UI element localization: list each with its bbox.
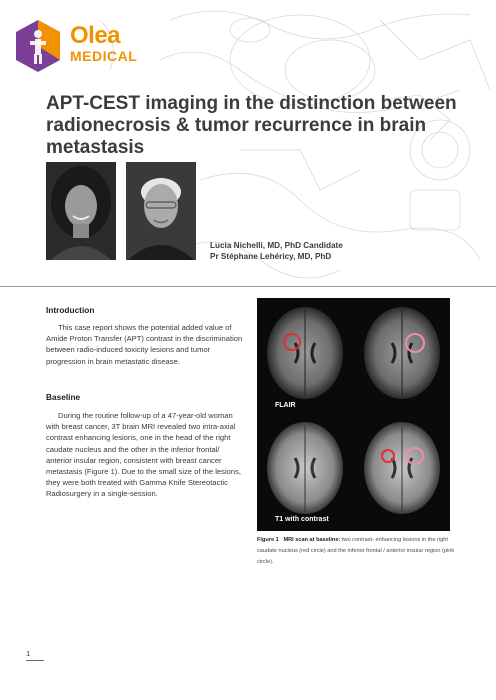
author-1: Lucia Nichelli, MD, PhD Candidate (210, 241, 343, 250)
intro-paragraph: This case report shows the potential added value of Amide Proton Transfer (APT) contrast in the discrimination between radio-induced toxicity lesions and tumor progression in brain metastatic disease. (46, 323, 243, 366)
olea-medical-logo (14, 18, 154, 78)
caption-figure-number: Figure 1 (257, 537, 279, 543)
page-number-underline (26, 660, 44, 661)
mri-figure (257, 298, 450, 531)
page-number: 1 (26, 649, 31, 658)
logo-wordmark: Olea (70, 22, 121, 49)
header-divider (0, 286, 496, 287)
flair-label: FLAIR (275, 402, 296, 409)
mri-scan-grid (257, 298, 450, 531)
author-photo-lehericy (126, 162, 196, 260)
intro-heading: Introduction (46, 305, 95, 315)
baseline-heading: Baseline (46, 392, 81, 402)
caption-text: two contrast- enhancing lesions in the right caudate nucleus (red circle) and the inferior frontal / anterior insular region (pink circle). (257, 537, 455, 565)
figure-caption (257, 535, 457, 568)
author-list (210, 240, 343, 262)
author-2: Pr Stéphane Lehéricy, MD, PhD (210, 252, 332, 261)
author-photo-nichelli (46, 162, 116, 260)
t1-label: T1 with contrast (275, 516, 329, 523)
logo-hexagon-icon (14, 18, 62, 74)
document-title: APT-CEST imaging in the distinction between radionecrosis & tumor recurrence in brain metastasis (46, 93, 457, 158)
logo-submark: MEDICAL (70, 48, 138, 64)
baseline-paragraph: During the routine follow-up of a 47-year-old woman with breast cancer, 3T brain MRI revealed two intra-axial contrast enhancing lesions, one in the head of the right caudate nucleus and the other in the inferior frontal/ anterior insular region, consistent with breast cancer metastasis (Figure 1). Due to the small size of the lesions, they were both treated with Gamma Knife Stereotactic Radiosurgery in a single-session. (46, 411, 241, 499)
caption-title: MRI scan at baseline: (283, 537, 341, 543)
